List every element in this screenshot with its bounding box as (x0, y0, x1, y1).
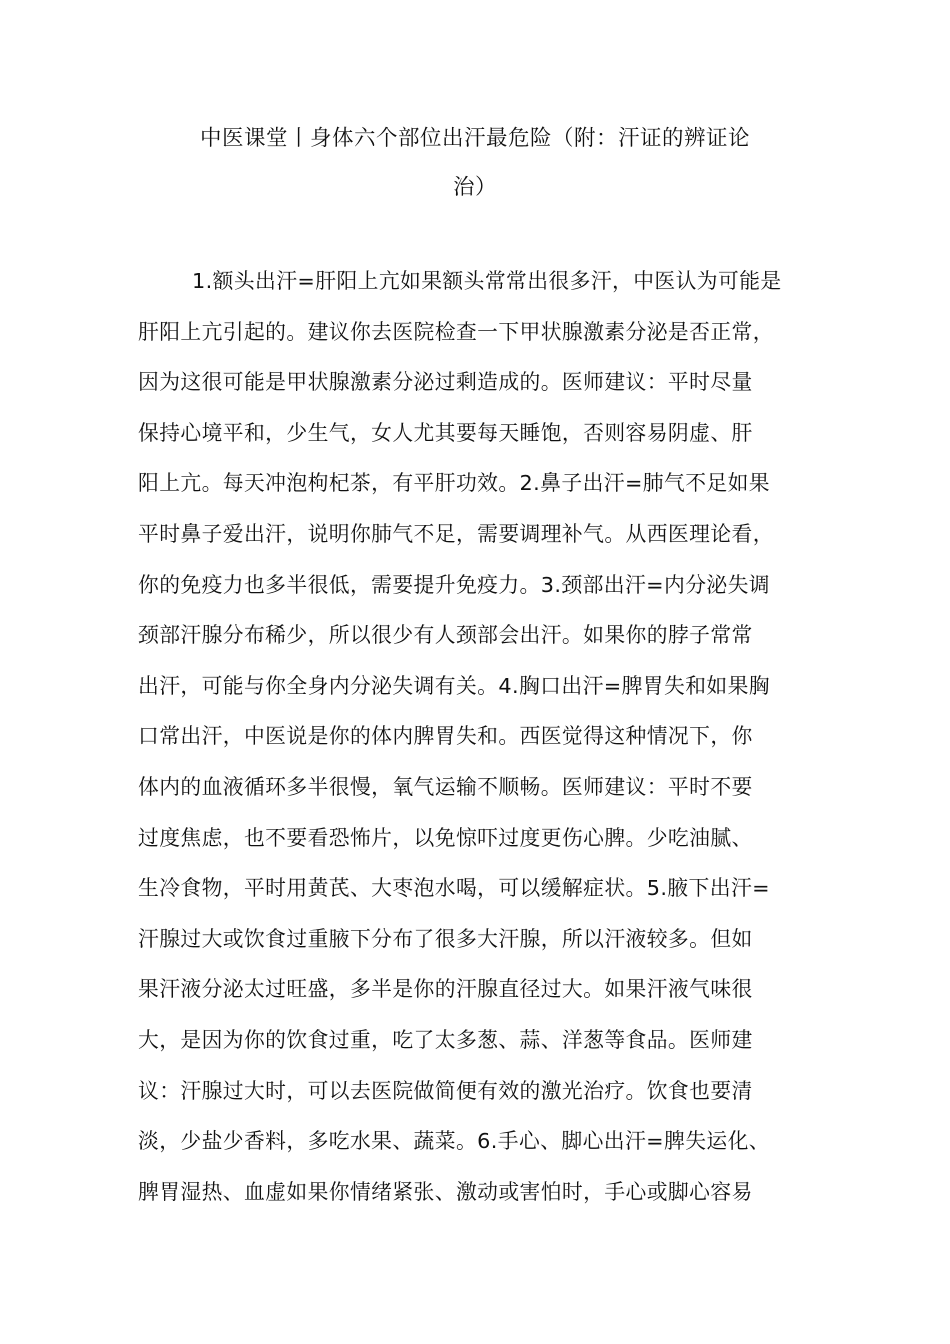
body-line: 出汗，可能与你全身内分泌失调有关。4.胸口出汗=脾胃失和如果胸 (138, 673, 770, 698)
body-line: 1.额头出汗=肝阳上亢如果额头常常出很多汗，中医认为可能是 (192, 269, 782, 293)
document-title-line-1: 中医课堂丨身体六个部位出汗最危险（附：汗证的辨证论 (199, 126, 750, 151)
document-title-line-2: 治） (452, 175, 497, 200)
body-line: 肝阳上亢引起的。建议你去医院检查一下甲状腺激素分泌是否正常， (138, 319, 774, 344)
body-line: 脾胃湿热、血虚如果你情绪紧张、激动或害怕时，手心或脚心容易 (138, 1179, 753, 1204)
body-line: 你的免疫力也多半很低，需要提升免疫力。3.颈部出汗=内分泌失调 (138, 572, 770, 597)
body-line: 生冷食物，平时用黄芪、大枣泡水喝，可以缓解症状。5.腋下出汗= (138, 876, 770, 901)
body-line: 议：汗腺过大时，可以去医院做简便有效的激光治疗。饮食也要清 (138, 1078, 753, 1103)
body-line: 汗腺过大或饮食过重腋下分布了很多大汗腺，所以汗液较多。但如 (138, 926, 753, 951)
body-line: 颈部汗腺分布稀少，所以很少有人颈部会出汗。如果你的脖子常常 (138, 623, 753, 648)
body-line: 体内的血液循环多半很慢，氧气运输不顺畅。医师建议：平时不要 (138, 775, 753, 799)
body-line: 淡，少盐少香料，多吃水果、蔬菜。6.手心、脚心出汗=脾失运化、 (138, 1129, 770, 1154)
body-line: 过度焦虑，也不要看恐怖片，以免惊吓过度更伤心脾。少吃油腻、 (138, 825, 753, 850)
body-line: 果汗液分泌太过旺盛，多半是你的汗腺直径过大。如果汗液气味很 (138, 977, 753, 1002)
body-line: 大，是因为你的饮食过重，吃了太多葱、蒜、洋葱等食品。医师建 (138, 1028, 753, 1052)
body-line: 平时鼻子爱出汗，说明你肺气不足，需要调理补气。从西医理论看， (138, 522, 774, 546)
body-line: 因为这很可能是甲状腺激素分泌过剩造成的。医师建议：平时尽量 (138, 370, 753, 395)
body-line: 阳上亢。每天冲泡枸杞茶，有平肝功效。2.鼻子出汗=肺气不足如果 (138, 471, 770, 496)
body-line: 保持心境平和，少生气，女人尤其要每天睡饱，否则容易阴虚、肝 (138, 420, 753, 445)
body-line: 口常出汗，中医说是你的体内脾胃失和。西医觉得这种情况下，你 (138, 724, 753, 749)
